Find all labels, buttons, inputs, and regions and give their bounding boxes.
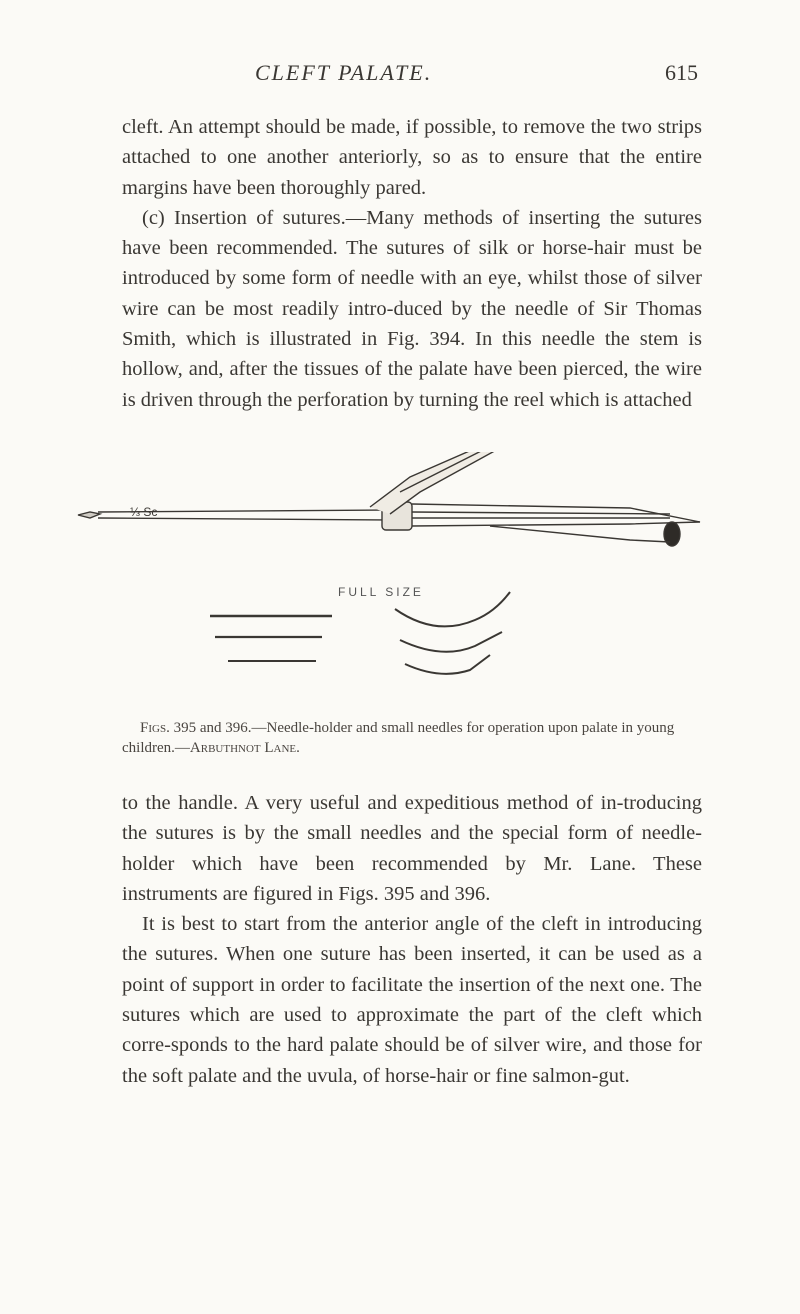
caption-label: Figs. [140, 720, 170, 736]
caption-credit: Arbuthnot Lane. [189, 740, 300, 756]
full-size-label: FULL SIZE [338, 585, 424, 599]
paragraph: to the handle. A very useful and expeditious method of in-troducing the sutures is by the small needles and the special form of needle-holder which have been recommended by Mr. Lane. These instruments are figured in Figs. 395 and 396. [122, 792, 702, 905]
needle-holder-drawing [78, 452, 700, 546]
figure-caption [122, 718, 702, 758]
paragraph: (c) Insertion of sutures.—Many methods of inserting the sutures have been recommended. The sutures of silk or horse-hair must be introduced by some form of needle with an eye, whilst those of silver wire can be most readily intro-duced by the needle of Sir Thomas Smith, which is illustrated in Fig. 394. In this needle the stem is hollow, and, after the tissues of the palate have been pierced, the wire is driven through the perforation by turning the reel which is attached [122, 206, 702, 411]
small-needles-drawing [210, 592, 510, 674]
paragraph: It is best to start from the anterior angle of the cleft in introducing the sutures. When one suture has been inserted, it can be used as a point of support in order to facilitate the insertion of the next one. The sutures which are used to approximate the part of the cleft which corre-sponds to the hard palate should be of silver wire, and those for the soft palate and the uvula, of horse-hair or fine salmon-gut. [122, 913, 702, 1087]
paragraph: cleft. An attempt should be made, if possible, to remove the two strips attached to one another anteriorly, so as to ensure that the entire margins have been thoroughly pared. [122, 116, 702, 199]
page-header [0, 60, 800, 90]
caption-text: 395 and 396.—Needle-holder and small needles for operation upon palate in young children.— [122, 720, 675, 756]
scale-label: ⅓ Sc [130, 505, 158, 519]
figure-needle-holder [70, 452, 730, 717]
body-text-bottom [122, 788, 702, 1091]
page-number: 615 [665, 60, 698, 85]
running-title: CLEFT PALATE. [255, 60, 433, 85]
body-text-top [122, 112, 702, 415]
